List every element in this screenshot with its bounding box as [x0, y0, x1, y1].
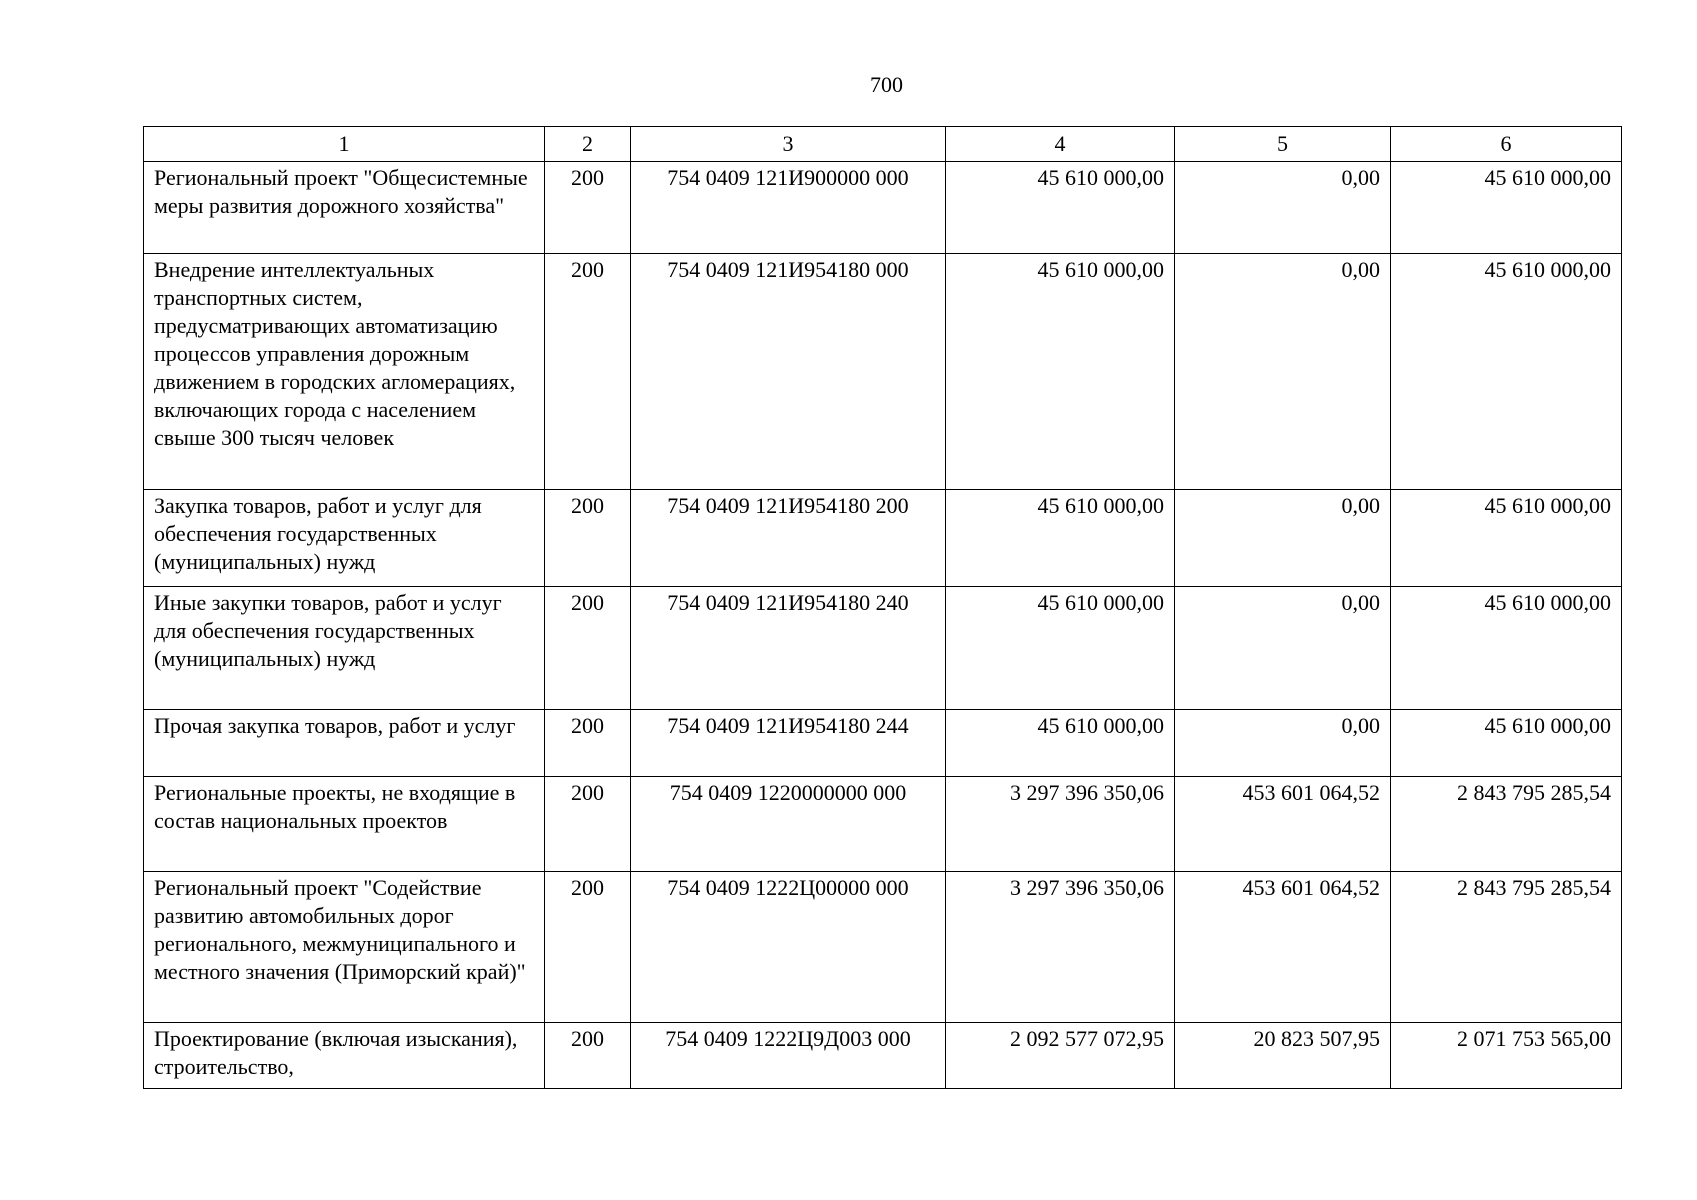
row-col2: 200: [545, 777, 631, 872]
row-col4: 3 297 396 350,06: [946, 872, 1175, 1023]
row-col6: 45 610 000,00: [1391, 587, 1622, 710]
row-name: Проектирование (включая изыскания), строительство,: [144, 1023, 545, 1089]
row-col5: 0,00: [1175, 162, 1391, 254]
table-row: [144, 162, 1622, 254]
row-code: 754 0409 121И954180 240: [631, 587, 946, 710]
row-col4: 3 297 396 350,06: [946, 777, 1175, 872]
row-col2: 200: [545, 162, 631, 254]
page-number: 700: [870, 72, 903, 97]
row-name: Региональные проекты, не входящие в состав национальных проектов: [144, 777, 545, 872]
row-col2: 200: [545, 710, 631, 777]
table-row: [144, 490, 1622, 587]
row-col6: 45 610 000,00: [1391, 162, 1622, 254]
column-header-3: 3: [631, 127, 946, 162]
column-header-1: 1: [144, 127, 545, 162]
row-col2: 200: [545, 490, 631, 587]
row-col5: 0,00: [1175, 490, 1391, 587]
column-header-6: 6: [1391, 127, 1622, 162]
table-row: [144, 872, 1622, 1023]
row-name: Иные закупки товаров, работ и услуг для обеспечения государственных (муниципальных) нужд: [144, 587, 545, 710]
row-code: 754 0409 121И900000 000: [631, 162, 946, 254]
row-col5: 453 601 064,52: [1175, 872, 1391, 1023]
row-col6: 2 071 753 565,00: [1391, 1023, 1622, 1089]
row-col2: 200: [545, 1023, 631, 1089]
row-col5: 0,00: [1175, 710, 1391, 777]
row-col4: 45 610 000,00: [946, 162, 1175, 254]
row-col4: 2 092 577 072,95: [946, 1023, 1175, 1089]
row-name: Региональный проект "Содействие развитию автомобильных дорог регионального, межмуниципального и местного значения (Приморский край)": [144, 872, 545, 1023]
row-col4: 45 610 000,00: [946, 254, 1175, 490]
row-col6: 45 610 000,00: [1391, 710, 1622, 777]
row-col4: 45 610 000,00: [946, 587, 1175, 710]
column-header-5: 5: [1175, 127, 1391, 162]
row-col5: 0,00: [1175, 587, 1391, 710]
row-code: 754 0409 121И954180 244: [631, 710, 946, 777]
row-col2: 200: [545, 587, 631, 710]
row-col5: 0,00: [1175, 254, 1391, 490]
row-code: 754 0409 1222Ц00000 000: [631, 872, 946, 1023]
table-row: [144, 1023, 1622, 1089]
table-header-row: [144, 127, 1622, 162]
row-col2: 200: [545, 872, 631, 1023]
row-code: 754 0409 121И954180 200: [631, 490, 946, 587]
row-col6: 45 610 000,00: [1391, 254, 1622, 490]
table-row: [144, 587, 1622, 710]
row-col6: 2 843 795 285,54: [1391, 777, 1622, 872]
table-row: [144, 710, 1622, 777]
row-col4: 45 610 000,00: [946, 710, 1175, 777]
budget-table: [143, 126, 1622, 1089]
row-col5: 453 601 064,52: [1175, 777, 1391, 872]
row-col4: 45 610 000,00: [946, 490, 1175, 587]
table-row: [144, 254, 1622, 490]
row-col6: 45 610 000,00: [1391, 490, 1622, 587]
row-name: Прочая закупка товаров, работ и услуг: [144, 710, 545, 777]
row-name: Закупка товаров, работ и услуг для обеспечения государственных (муниципальных) нужд: [144, 490, 545, 587]
row-code: 754 0409 121И954180 000: [631, 254, 946, 490]
row-col5: 20 823 507,95: [1175, 1023, 1391, 1089]
row-name: Внедрение интеллектуальных транспортных систем, предусматривающих автоматизацию процессов управления дорожным движением в городских агломерациях, включающих города с населением свыше 300 тысяч человек: [144, 254, 545, 490]
row-name: Региональный проект "Общесистемные меры развития дорожного хозяйства": [144, 162, 545, 254]
row-code: 754 0409 1222Ц9Д003 000: [631, 1023, 946, 1089]
column-header-2: 2: [545, 127, 631, 162]
row-code: 754 0409 1220000000 000: [631, 777, 946, 872]
row-col6: 2 843 795 285,54: [1391, 872, 1622, 1023]
column-header-4: 4: [946, 127, 1175, 162]
row-col2: 200: [545, 254, 631, 490]
table-row: [144, 777, 1622, 872]
